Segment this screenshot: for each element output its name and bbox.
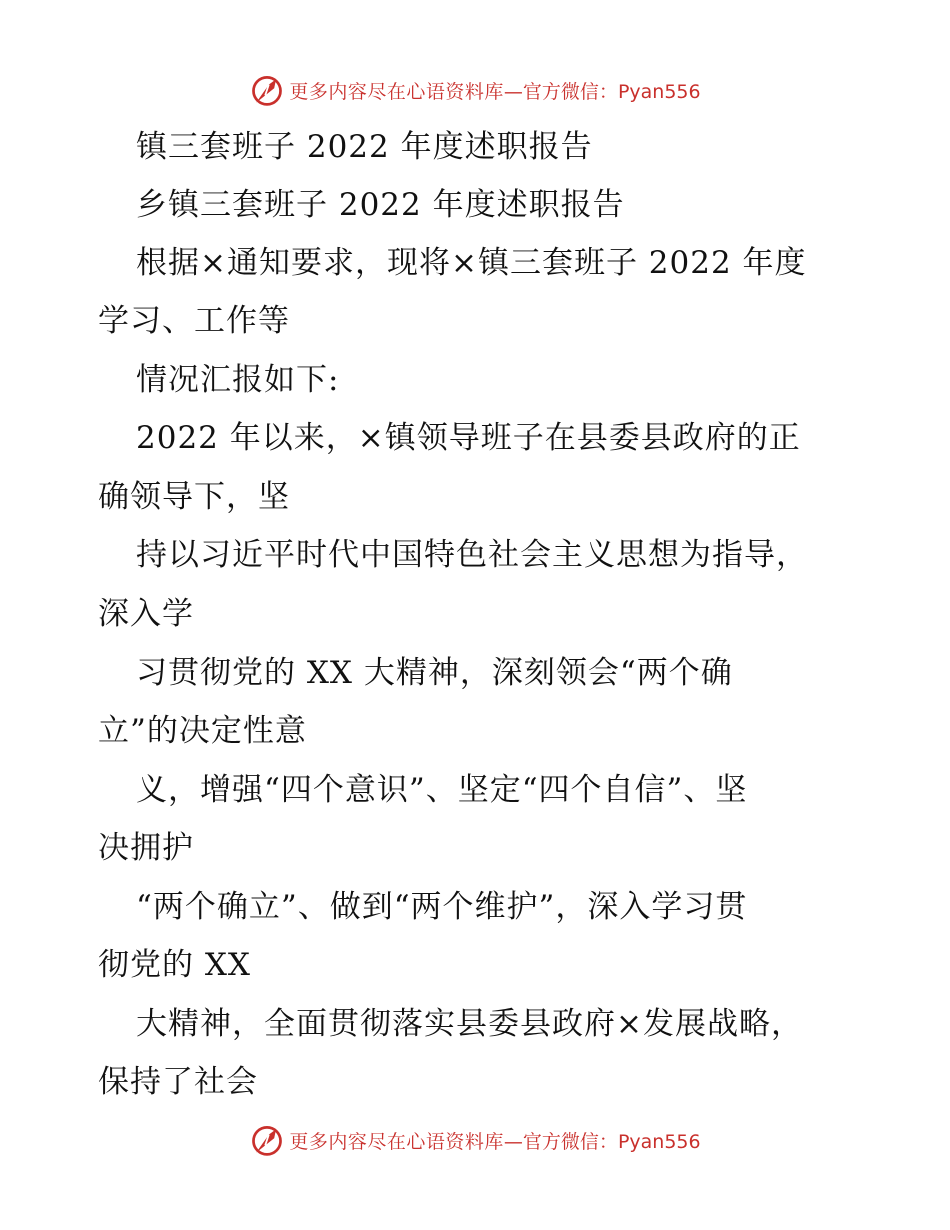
banner-wechat-id: Pyan556 [617, 80, 701, 103]
banner-text [289, 1127, 700, 1154]
paragraph-line: 确领导下，坚 [98, 479, 290, 515]
doc-subtitle: 乡镇三套班子 2022 年度述职报告 [136, 187, 625, 223]
banner-wechat-id: Pyan556 [617, 1130, 701, 1153]
paragraph-line: 根据×通知要求，现将×镇三套班子 2022 年度 [136, 245, 807, 281]
paragraph-line: 彻党的 XX [98, 947, 251, 983]
paragraph-line: 大精神，全面贯彻落实县委县政府×发展战略， [136, 1006, 803, 1042]
paragraph-line: 2022 年以来，×镇领导班子在县委县政府的正 [136, 420, 801, 456]
footer-banner [0, 1120, 950, 1160]
banner-main-text: 更多内容尽在心语资料库 [289, 1130, 504, 1153]
banner-wechat-label: 官方微信： [522, 80, 618, 103]
paragraph-line: 持以习近平时代中国特色社会主义思想为指导， [136, 537, 808, 573]
paragraph-line: 立”的决定性意 [98, 713, 307, 749]
paragraph-line: 深入学 [98, 596, 194, 632]
pen-nib-logo-icon [249, 1122, 285, 1158]
paragraph-line: 情况汇报如下: [136, 362, 340, 398]
paragraph-line: 义，增强“四个意识”、坚定“四个自信”、坚 [136, 772, 748, 808]
paragraph-line: 决拥护 [98, 830, 194, 866]
doc-title: 镇三套班子 2022 年度述职报告 [136, 129, 593, 165]
paragraph-line: “两个确立”、做到“两个维护”，深入学习贯 [136, 889, 748, 925]
banner-wechat-label: 官方微信： [522, 1130, 618, 1153]
banner-dash: — [503, 80, 523, 103]
banner-dash: — [503, 1130, 523, 1153]
paragraph-line: 习贯彻党的 XX 大精神，深刻领会“两个确 [136, 655, 733, 691]
paragraph-line: 保持了社会 [98, 1064, 258, 1100]
banner-main-text: 更多内容尽在心语资料库 [289, 80, 504, 103]
paragraph-line: 学习、工作等 [98, 303, 290, 339]
